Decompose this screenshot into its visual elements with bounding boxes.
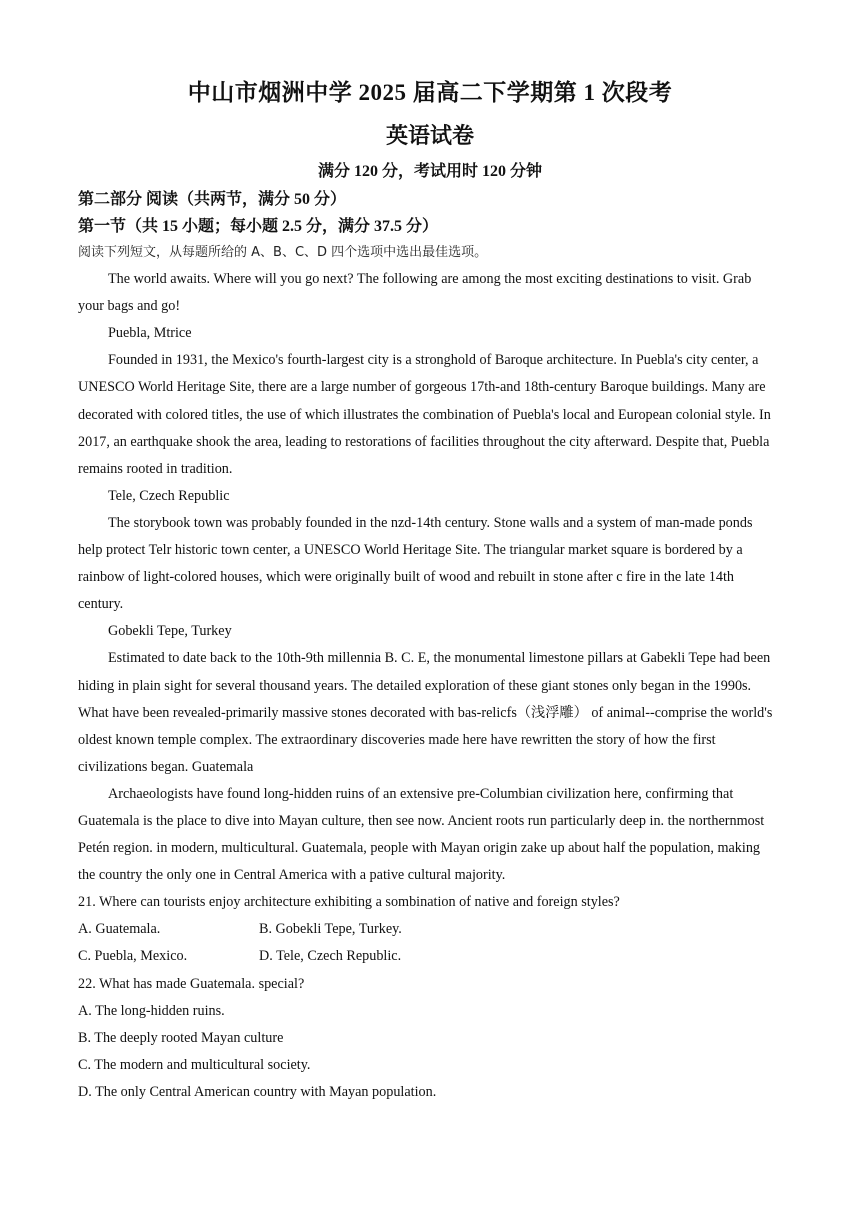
passage-intro: The world awaits. Where will you go next? The following are among the most exciting destinations to visit. Grab your bags and go! bbox=[78, 271, 752, 315]
gobekli-paragraph: Estimated to date back to the 10th-9th millennia B. C. E, the monumental limestone pillars at Gabekli Tepe had been hiding in plain sight for several thousand years. The detailed exploration of these giant stones only began in the 1990s. What have been revealed-primarily massive stones decorated with bas-relicfs（浅浮雕） of animal--comprise the world's oldest known temple complex. The extraordinary discoveries made here have rewritten the story of how the first civilizations began. Guatemala bbox=[78, 650, 773, 775]
exam-title: 中山市烟洲中学 2025 届高二下学期第 1 次段考 bbox=[187, 80, 673, 105]
exam-info: 满分 120 分，考试用时 120 分钟 bbox=[317, 163, 542, 180]
option-row bbox=[78, 943, 780, 970]
option-d[interactable]: D. Tele, Czech Republic. bbox=[259, 948, 402, 965]
option-d[interactable]: D. The only Central American country with Mayan population. bbox=[78, 1083, 437, 1100]
option-a[interactable]: A. Guatemala. bbox=[78, 921, 161, 938]
tele-paragraph: The storybook town was probably founded in the nzd-14th century. Stone walls and a system of man-made ponds help protect Telr historic town center, a UNESCO World Heritage Site. The triangular market square is bordered by a rainbow of light-colored houses, which were originally built of wood and rebuilt in stone after c fire in the late 14th century. bbox=[78, 514, 753, 613]
guatemala-paragraph: Archaeologists have found long-hidden ruins of an extensive pre-Columbian civilization here, confirming that Guatemala is the place to dive into Mayan culture, then see now. Ancient roots run particularly deep in. the northernmost Petén region. in modern, multicultural. Guatemala, people with Mayan origin zake up about half the population, making the country the only one in Central America with a pative cultural majority. bbox=[78, 785, 765, 884]
gobekli-heading: Gobekli Tepe, Turkey bbox=[108, 623, 232, 640]
question-stem: 21. Where can tourists enjoy architecture exhibiting a sombination of native and foreign styles? bbox=[78, 894, 620, 911]
part-heading: 第二部分 阅读（共两节，满分 50 分） bbox=[78, 191, 347, 208]
option-a[interactable]: A. The long-hidden ruins. bbox=[78, 1002, 225, 1019]
option-b[interactable]: B. Gobekli Tepe, Turkey. bbox=[259, 921, 402, 938]
subject-title: 英语试卷 bbox=[385, 123, 474, 148]
reading-section bbox=[78, 239, 780, 1106]
subsection-heading: 第一节（共 15 小题；每小题 2.5 分，满分 37.5 分） bbox=[78, 218, 439, 235]
option-row bbox=[78, 916, 780, 943]
tele-heading: Tele, Czech Republic bbox=[108, 487, 230, 504]
question-stem: 22. What has made Guatemala. special? bbox=[78, 975, 305, 992]
option-c[interactable]: C. The modern and multicultural society. bbox=[78, 1056, 311, 1073]
puebla-heading: Puebla, Mtrice bbox=[108, 325, 192, 342]
instruction-text: 阅读下列短文，从每题所给的 A、B、C、D 四个选项中选出最佳选项。 bbox=[78, 245, 488, 260]
option-b[interactable]: B. The deeply rooted Mayan culture bbox=[78, 1029, 284, 1046]
option-c[interactable]: C. Puebla, Mexico. bbox=[78, 948, 188, 965]
puebla-paragraph: Founded in 1931, the Mexico's fourth-largest city is a stronghold of Baroque architecture. In Puebla's city center, a UNESCO World Heritage Site, there are a large number of gorgeous 17th-and 18th-century Baroque buildings. Many are decorated with colored titles, the use of which illustrates the combination of Puebla's local and European colonial style. In 2017, an earthquake shook the area, leading to restorations of facilities throughout the city afterward. Despite that, Puebla remains rooted in tradition. bbox=[78, 352, 771, 477]
